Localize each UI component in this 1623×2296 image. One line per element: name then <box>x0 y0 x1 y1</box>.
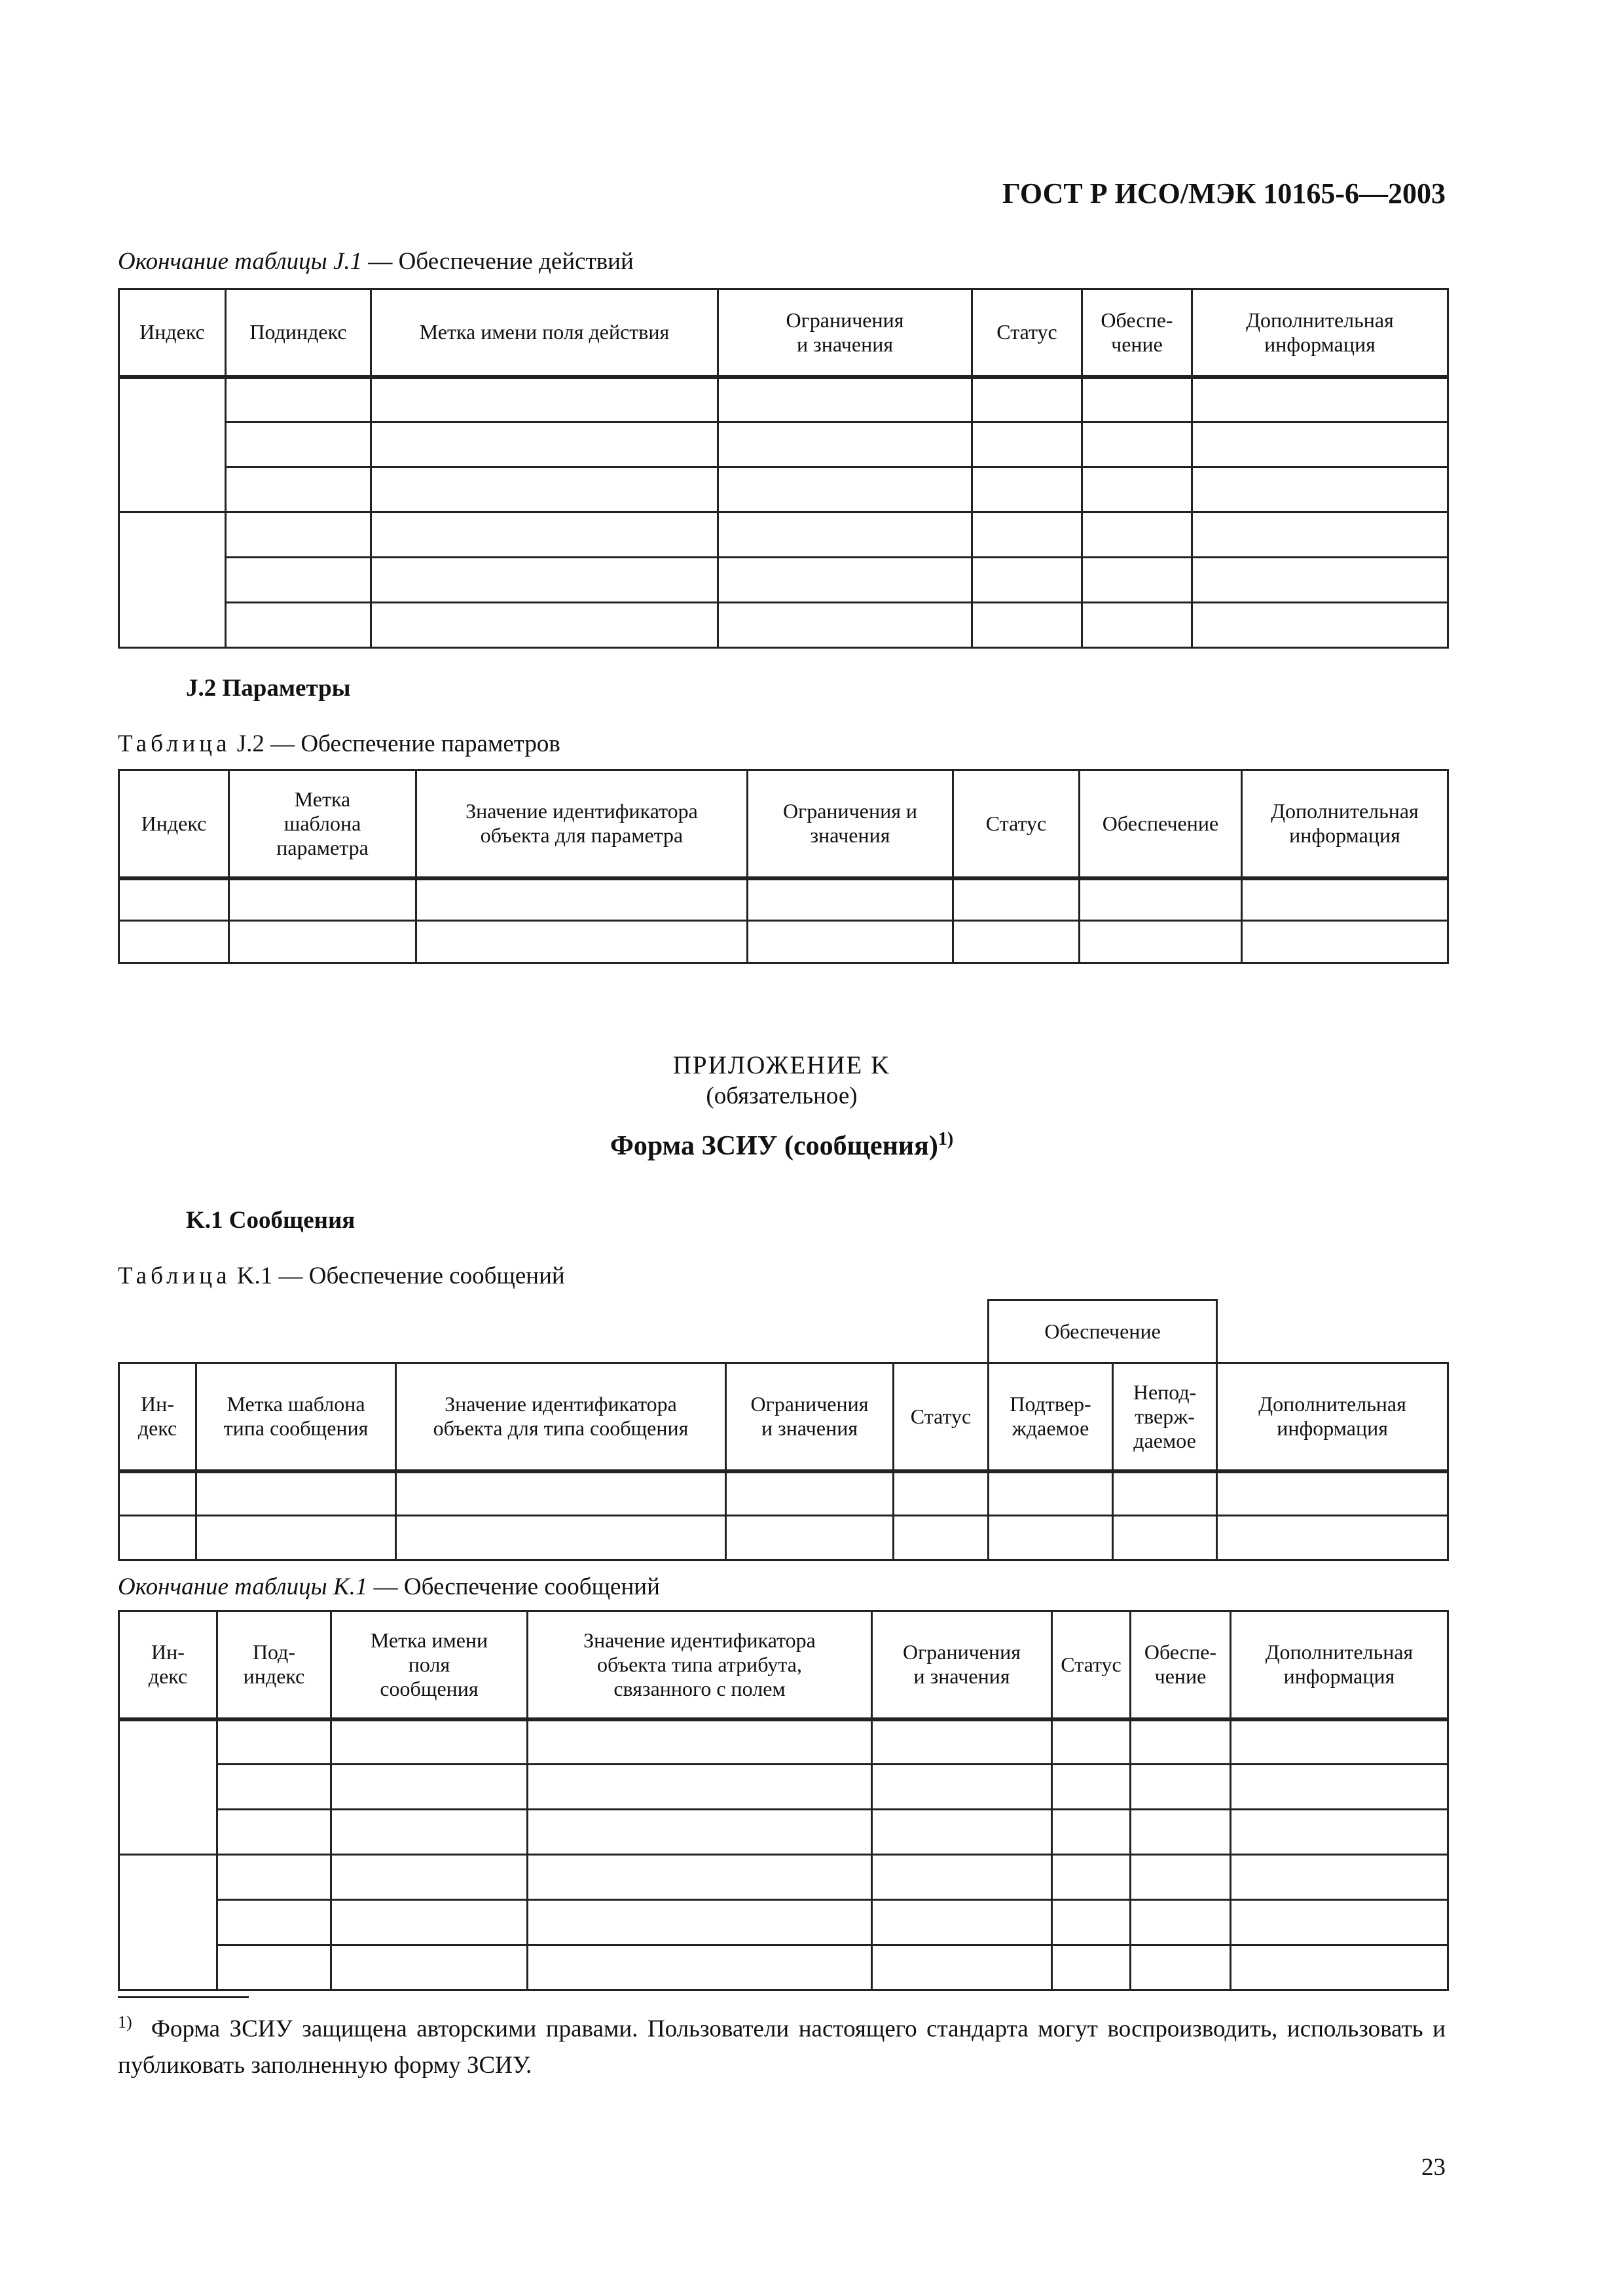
table-row <box>119 377 1448 422</box>
table-row <box>119 1945 1448 1990</box>
document-header: ГОСТ Р ИСО/МЭК 10165-6—2003 <box>1002 177 1446 209</box>
table-j2-caption <box>118 730 560 758</box>
table-row <box>119 558 1448 603</box>
footnote-divider <box>118 1996 249 1998</box>
col-header: Ограничения и значения <box>726 1363 894 1471</box>
col-header: Метка имени поля сообщения <box>331 1611 528 1719</box>
col-header: Дополнительная информация <box>1217 1363 1448 1471</box>
table-row <box>119 422 1448 467</box>
table-k1-caption <box>118 1262 565 1290</box>
footnote-marker: 1) <box>118 2013 132 2032</box>
page-number: 23 <box>1421 2154 1446 2181</box>
table-k1-end <box>118 1610 1449 1991</box>
table-row <box>119 603 1448 648</box>
caption-text: — Обеспечение действий <box>362 248 634 275</box>
caption-text: — Обеспечение сообщений <box>367 1573 660 1600</box>
section-k1-title: K.1 Сообщения <box>186 1207 356 1234</box>
col-header: Ин- декс <box>119 1363 196 1471</box>
col-header: Метка шаблона параметра <box>229 770 416 878</box>
col-header: Подтвер- ждаемое <box>989 1363 1113 1471</box>
col-header: Под- индекс <box>217 1611 331 1719</box>
table-row <box>119 878 1448 921</box>
col-header: Обеспе- чение <box>1082 289 1192 377</box>
col-header: Индекс <box>119 770 229 878</box>
footnote-text: Форма ЗСИУ защищена авторскими правами. Пользователи настоящего стандарта могут воспроизводить, использовать и публиковать заполненную форму ЗСИУ. <box>118 2015 1446 2079</box>
col-header: Непод- тверж- даемое <box>1113 1363 1217 1471</box>
col-header: Статус <box>1052 1611 1131 1719</box>
table-row <box>119 467 1448 512</box>
table-k1-end-caption <box>118 1573 660 1601</box>
col-header: Подиндекс <box>226 289 371 377</box>
table-j1-end <box>118 288 1449 649</box>
caption-text: K.1 — Обеспечение сообщений <box>230 1263 565 1289</box>
col-header: Значение идентификатора объекта для типа сообщения <box>396 1363 726 1471</box>
caption-italic: Окончание таблицы J.1 <box>118 248 363 275</box>
col-header: Дополнительная информация <box>1231 1611 1448 1719</box>
col-header: Статус <box>972 289 1082 377</box>
col-header: Ин- декс <box>119 1611 217 1719</box>
caption-label: Таблица <box>118 1263 231 1289</box>
col-header: Метка имени поля действия <box>371 289 718 377</box>
annex-status: (обязательное) <box>706 1083 858 1109</box>
form-title <box>118 1129 1446 1162</box>
footnote <box>118 2009 1446 2083</box>
table-row <box>119 1471 1448 1516</box>
form-title-text: Форма ЗСИУ (сообщения) <box>610 1131 938 1161</box>
col-header: Дополнительная информация <box>1242 770 1448 878</box>
col-header: Значение идентификатора объекта для параметра <box>416 770 748 878</box>
table-row <box>119 1765 1448 1810</box>
table-j1-caption <box>118 247 634 276</box>
table-k1 <box>118 1299 1449 1561</box>
table-row <box>119 921 1448 963</box>
table-row <box>119 512 1448 558</box>
col-header: Обеспе- чение <box>1131 1611 1231 1719</box>
col-header: Обеспечение <box>1080 770 1242 878</box>
caption-label: Таблица <box>118 730 231 757</box>
col-header: Метка шаблона типа сообщения <box>196 1363 396 1471</box>
col-header: Ограничения и значения <box>872 1611 1052 1719</box>
group-header: Обеспечение <box>989 1300 1217 1363</box>
table-row <box>119 1516 1448 1560</box>
col-header: Ограничения и значения <box>748 770 953 878</box>
caption-italic: Окончание таблицы K.1 <box>118 1573 368 1600</box>
table-row <box>119 1855 1448 1900</box>
col-header: Статус <box>894 1363 989 1471</box>
section-j2-title: J.2 Параметры <box>186 675 351 702</box>
col-header: Индекс <box>119 289 226 377</box>
caption-text: J.2 — Обеспечение параметров <box>230 730 560 757</box>
footnote-ref: 1) <box>938 1129 954 1149</box>
table-row <box>119 1810 1448 1855</box>
col-header: Статус <box>953 770 1080 878</box>
table-row <box>119 1900 1448 1945</box>
annex-title: ПРИЛОЖЕНИЕ K <box>672 1051 891 1079</box>
table-j2 <box>118 769 1449 964</box>
col-header: Значение идентификатора объекта типа атрибута, связанного с полем <box>528 1611 872 1719</box>
col-header: Дополнительная информация <box>1192 289 1448 377</box>
table-row <box>119 1719 1448 1765</box>
col-header: Ограничения и значения <box>718 289 972 377</box>
